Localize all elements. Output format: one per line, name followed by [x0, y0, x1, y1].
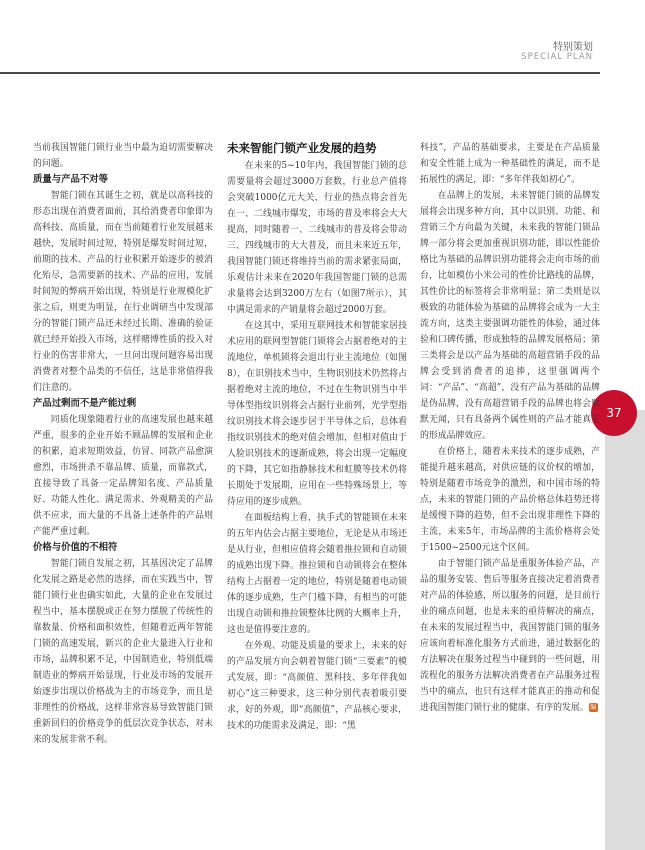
paragraph-intro: 当前我国智能门锁行业当中最为迫切需要解决的问题。 [33, 143, 213, 169]
paragraph-panel-structure: 在面板结构上看，执手式的智能锁在未来的五年内估会占据主要地位，无论是从市场还是从行业，但相应值将会随着推拉锁和自动锁的成熟出现下降。推拉锁和自动锁将会在整体结构上占据着一定的地位，特别是随着电动锁体的逐步成熟，生产门槛下降，有相当的可能出现自动锁和推拉锁整体比例的大概率上升，这也是值得要注意的。 [227, 513, 407, 635]
heading-quality: 质量与产品不对等 [33, 174, 109, 185]
heading-price-value: 价格与价值的不相符 [33, 542, 118, 553]
section-title-cn: 特别策划 [553, 42, 593, 53]
paragraph-appearance: 在外观、功能及质量的要求上，未来的好的产品发展方向会朝着智能门锁“三要素”的模式发展，即：“高颜值、黑科技、多年伴我如初心”这三种要求，这三种分别代表着吸引要求，好的外观，即“高颜值”，产品核心要求，技术的功能需求及满足，即：“黑 [227, 641, 407, 731]
paragraph-overcapacity: 同质化现象随着行业的高速发展也越来越严重，很多的企业开始不顾品牌的发展和企业的积累，追求短期效益，仿冒、同款产品愈演愈烈，市场拼杀不靠品牌、质量，而靠款式，直接导致了具备一定品牌知名度、产品质量好、功能人性化、满足需求、外观精美的产品供不应求，而大量的不具备上述条件的产品则产能严重过剩。 [33, 415, 213, 537]
heading-overcapacity: 产品过剩而不是产能过剩 [33, 398, 137, 409]
header-rule [0, 72, 600, 74]
article-column-3 [420, 140, 600, 716]
paragraph-market-forecast: 在未来的5~10年内，我国智能门锁的总需要量将会超过3000万套数，行业总产值将会突破1000亿元大关，行业的热点将会首先在一、二线城市爆发，市场的普及率将会大大提高，同时随着一、二线城市的普及将会带动三、四线城市的大大普及，而且未来近五年，我国智能门锁还将维持当前的需求紧张局面，乐观估计未来在2020年我国智能门锁的总需求量将会达到3200万左右（如图7所示），其中满足需求的产销量将会超过2000万套。 [227, 161, 407, 315]
paragraph-price-value: 智能门锁自发展之初，其基因决定了品牌化发展之路是必然的选择，而在实践当中，智能门锁行业也确实如此，大量的企业在发展过程当中，基本摆脱或正在努力摆脱了传统性的靠数量、价格和面积效性，但随着近两年智能门锁的高速发展，新兴的企业大量进入行业和市场，品牌积累不足，中国制造业，特别低端制造业的弊病开始显现，行业及市场的发展开始逐步出现以价格战为主的市场竞争，而且是非理性的价格战，这样非常容易导致智能门锁重新回归的价格竞争的低层次竞争状态，对未来的发展非常不利。 [33, 559, 213, 745]
paragraph-quality: 智能门锁在其诞生之初，就是以高科技的形态出现在消费者面前，其给消费者印象即为高科技、高质量，而在当前随着行业发展越来越快，发展时间过短，特别是爆发时间过短，前期的技术、产品的行业积累开始逐步的被消化殆尽，急需要新的技术、产品的应用，发展时间短的弊病开始出现，特别是行业规模化扩张之后，则更为明显，在行业调研当中发现部分的智能门锁产品还未经过长期、准确的验证就已经开始投入市场，这样赌博性质的投入对行业的伤害非常大，一旦问出现问题容易出现消费者对整个品类的不信任，这是非常值得我们注意的。 [33, 191, 213, 393]
end-mark-icon: 编 [590, 704, 597, 711]
section-title-en: SPECIAL PLAN [521, 52, 593, 62]
page-number-badge: 37 [591, 390, 637, 436]
paragraph-service-text: 由于智能门锁产品是重服务体验产品，产品的服务安装、售后等服务直接决定着消费者对产品的体验感，所以服务的问题，是目前行业的痛点问题，也是未来的亟待解决的痛点，在未来的发展过程当中，我国智能门锁的服务应该向着标准化服务方式前进，通过数据化的方法解决在服务过程当中碰到的一些问题，用流程化的服务方法解决消费者在产品服务过程当中的痛点，也只有这样才能真正的推动和促进我国智能门锁行业的健康、有序的发展。 [420, 559, 600, 713]
paragraph-service [420, 556, 600, 716]
article-column-1 [33, 140, 213, 748]
paragraph-technology: 在这其中，采用互联网技术和智能家居技术应用的联网型智能门锁将会占据着绝对的主流地位，单机锁将会退出行业主流地位（如图8），在识别技术当中，生物识别技术仍然将占据着绝对主流的地位，不过在生物识别当中半导体型指纹识别将会占据行业前列，光学型指纹识别技术将会逐步居于半导体之后，总体看指纹识别技术的绝对值会增加，但相对值由于人脸识别技术的逐渐成熟，将会出现一定幅度的下降，其它如指静脉技术和虹膜等技术仍将长期处于发展期，应用在一些特殊场景上，等待应用的逐步成熟。 [227, 321, 407, 507]
paragraph-price-trend: 在价格上，随着未来技术的逐步成熟，产能提升越来越高，对供应链的议价权的增加，特别是随着市场竞争的激烈，和中国市场的特点，未来的智能门锁的产品价格总体趋势还将是缓慢下降的趋势，但不会出现非理性下降的主流，未来5年，市场品牌的主流价格将会处于1500~2500元这个区间。 [420, 447, 600, 553]
paragraph-continuation: 科技”，产品的基础要求，主要是在产品质量和安全性能上成为一种基础性的满足，而不是拓展性的满足，即：“多年伴我如初心”。 [420, 143, 600, 185]
page-side-bar-top [605, 0, 645, 410]
article-section-title: 未来智能门锁产业发展的趋势 [227, 141, 377, 155]
paragraph-brand: 在品牌上的发展，未来智能门锁的品牌发展将会出现多种方向，其中以识别、功能、和营销三个方向最为关键，未来我的智能门锁品牌一部分将会更加重视识别功能，即以性能价格比为基础的品牌识别功能将会走向市场的前台，比如模仿小米公司的性价比路线的品牌，其性价比的标签将会非常明显；第二类则是以极致的功能体验为基础的品牌将会成为一大主流方向，这类主要强调功能性的体验，通过体验和口碑传播，形成独特的品牌发展格局；第三类将会是以产品为基础的高超营销手段的品牌会受到消费者的追捧，这里强调两个词：“产品”、“高超”，没有产品为基础的品牌是伪品牌，没有高超营销手段的品牌也将会败默无闻，只有具备两个属性则的产品才能真正的形成品牌效应。 [420, 191, 600, 441]
article-column-2 [227, 140, 407, 734]
